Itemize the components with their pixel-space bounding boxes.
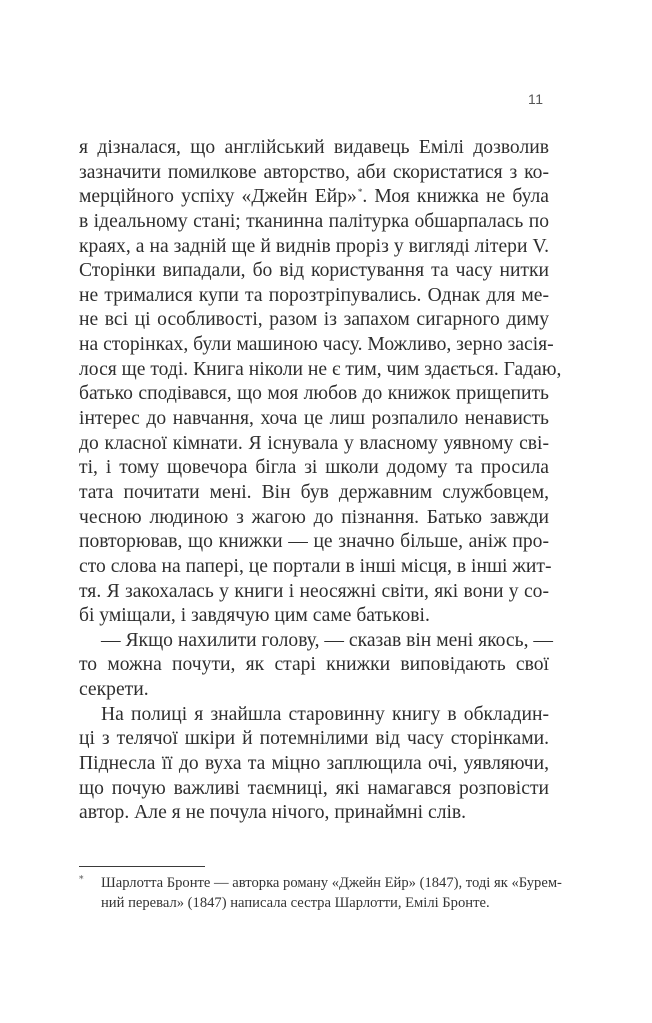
footnote-mark: * xyxy=(79,875,84,885)
text-line: тата почитати мені. Він був державним службовцем, xyxy=(79,481,549,503)
dialogue-line: — Якщо нахилити голову, — сказав він мені якось, — xyxy=(101,629,553,651)
footnote-separator xyxy=(79,866,205,867)
text-line: що почую важливі таємниці, які намагався розповісти xyxy=(79,777,549,799)
text-line: в ідеальному стані; тканинна палітурка обшарпалась по xyxy=(79,210,549,232)
text-line: секрети. xyxy=(79,679,149,701)
text-line: сто слова на папері, це портали в інші місця, в інші жит- xyxy=(79,555,552,577)
text-line: не всі ці особливості, разом із запахом сигарного диму xyxy=(79,309,549,331)
text-line: лося ще тоді. Книга ніколи не є тим, чим здається. Гадаю, xyxy=(79,358,562,380)
paragraph-start-line: На полиці я знайшла старовинну книгу в обкладин- xyxy=(101,703,549,725)
text-line: тя. Я закохалась у книги і неосяжні світи, які вони у со- xyxy=(79,580,549,602)
footnote-reference-mark[interactable]: * xyxy=(357,186,363,197)
text-line: батько сподівався, що моя любов до книжок прищепить xyxy=(79,383,549,405)
text-line: чесною людиною з жагою до пізнання. Батько завжди xyxy=(79,506,549,528)
text-line: зазначити помилкове авторство, аби скористатися з ко- xyxy=(79,161,549,183)
text-line: інтерес до навчання, хоча це лиш розпалило ненависть xyxy=(79,408,549,430)
text-line: бі уміщали, і завдячую цим саме батькові. xyxy=(79,605,430,627)
text-line: я дізналася, що англійський видавець Емілі дозволив xyxy=(79,137,549,158)
page-number: 11 xyxy=(528,91,544,107)
text-line: повторював, що книжки — це значно більше, аніж про- xyxy=(79,531,549,553)
text-line: ті, і тому щовечора бігла зі школи додому та просила xyxy=(79,457,549,479)
text-line: Сторінки випадали, бо від користування та часу нитки xyxy=(79,260,549,282)
text-line: на сторінках, були машиною часу. Можливо, зерно засія- xyxy=(79,334,554,356)
text-line: то можна почути, як старі книжки виповідають свої xyxy=(79,654,549,676)
body-text xyxy=(79,136,562,826)
text-line: ці з телячої шкіри й потемнілими від часу сторінками. xyxy=(79,728,549,750)
text-segment: . Моя книжка не була xyxy=(362,186,550,208)
footnote-text xyxy=(101,873,562,913)
text-line: до класної кімнати. Я існувала у власному уявному сві- xyxy=(79,432,549,454)
text-line: не трималися купи та порозтріпувались. Однак для ме- xyxy=(79,284,549,306)
text-line: Піднесла її до вуха та міцно заплющила очі, уявляючи, xyxy=(79,753,549,775)
text-line: автор. Але я не почула нічого, принаймні слів. xyxy=(79,802,467,824)
footnote-line: Шарлотта Бронте — авторка роману «Джейн Ейр» (1847), тоді як «Бурем- xyxy=(101,875,562,891)
footnote-line: ний перевал» (1847) написала сестра Шарлотти, Емілі Бронте. xyxy=(101,895,490,911)
text-line-with-footnote xyxy=(79,185,549,210)
text-line: краях, а на задній ще й виднів проріз у вигляді літери V. xyxy=(79,235,549,257)
text-segment: мерційного успіху «Джейн Ейр» xyxy=(79,186,357,208)
